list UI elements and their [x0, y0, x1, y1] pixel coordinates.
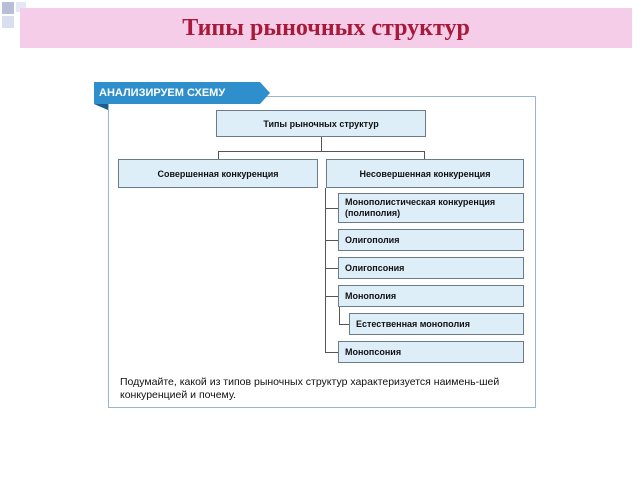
title-bar — [20, 8, 632, 48]
decor-square — [2, 16, 14, 28]
node-monopsony: Монопсония — [338, 341, 524, 363]
connector-branch — [339, 324, 349, 325]
connector-branch — [325, 296, 338, 297]
node-natural-monopoly: Естественная монополия — [349, 313, 524, 335]
decor-square — [2, 2, 14, 14]
question-text: Подумайте, какой из типов рыночных структур характеризуется наимень-шей конкуренцией и почему. — [120, 376, 500, 401]
section-tab: АНАЛИЗИРУЕМ СХЕМУ — [94, 82, 260, 104]
connector-branch — [325, 352, 338, 353]
section-tab-fold — [94, 104, 108, 110]
section-tab-arrow — [260, 82, 270, 104]
connector-branch — [325, 268, 338, 269]
node-imperfect-competition: Несовершенная конкуренция — [326, 159, 524, 188]
node-perfect-competition: Совершенная конкуренция — [118, 159, 318, 188]
connector-left-down — [218, 151, 219, 159]
connector-root-down — [321, 137, 322, 151]
connector-branch — [325, 240, 338, 241]
slide-title: Типы рыночных структур — [182, 14, 470, 41]
node-monopoly: Монополия — [338, 285, 524, 307]
node-oligopsony: Олигопсония — [338, 257, 524, 279]
node-monopolistic-competition: Монополистическая конкуренция (полиполия) — [338, 193, 524, 223]
node-root: Типы рыночных структур — [216, 110, 426, 137]
connector-horizontal — [218, 151, 425, 152]
connector-branch — [325, 208, 338, 209]
connector-imperfect-trunk — [325, 188, 326, 353]
connector-monopoly-trunk — [339, 307, 340, 325]
connector-right-down — [424, 151, 425, 159]
node-oligopoly: Олигополия — [338, 229, 524, 251]
